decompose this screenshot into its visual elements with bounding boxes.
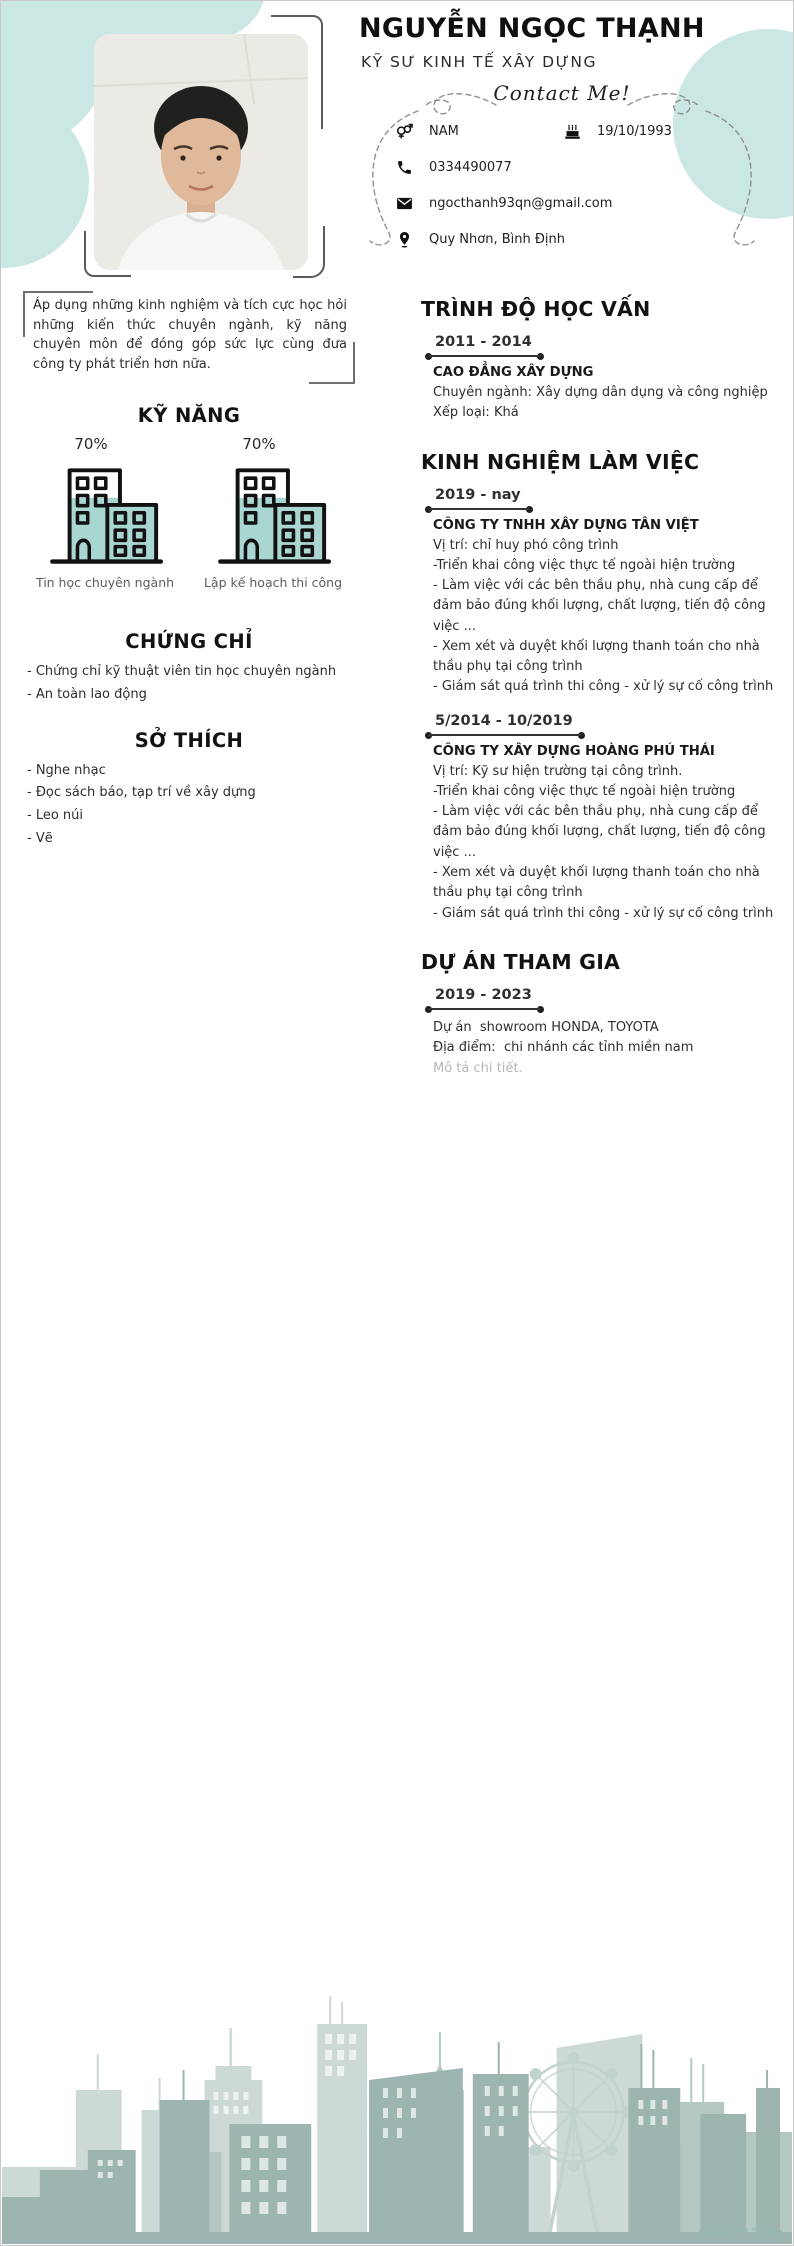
education-detail: Chuyên ngành: Xây dựng dân dụng và công nghiệp: [433, 385, 768, 400]
skill-label: Tin học chuyên ngành: [35, 575, 175, 590]
timeline-period-wrap: [433, 710, 785, 738]
right-column: [421, 297, 785, 1088]
certificate-item: - An toàn lao động: [27, 686, 147, 702]
experience-heading: KINH NGHIỆM LÀM VIỆC: [421, 449, 700, 474]
period-text: 2019 - nay: [435, 486, 521, 503]
location-icon: [396, 231, 413, 248]
company-name: CÔNG TY XÂY DỰNG HOÀNG PHÚ THÁI: [433, 743, 715, 759]
building-icon: [207, 453, 339, 571]
phone-icon: [396, 159, 413, 176]
job-line: -Triển khai công việc thực tế ngoài hiện trường: [433, 783, 736, 799]
building-icon: [39, 453, 171, 571]
job-line: - Giám sát quá trình thi công - xử lý sự cố công trình: [433, 679, 774, 695]
city-skyline-graphic: [2, 1992, 792, 2244]
phone-value: 0334490077: [429, 159, 512, 175]
contact-gender: [396, 113, 564, 149]
education-period: [433, 334, 536, 359]
project-detail-placeholder[interactable]: Mô tả chi tiết.: [433, 1061, 523, 1077]
projects-heading: DỰ ÁN THAM GIA: [421, 949, 621, 974]
certificates-list: [23, 661, 355, 707]
contact-heading: Contact Me!: [493, 81, 631, 105]
person-job-title: KỸ SƯ KINH TẾ XÂY DỰNG: [361, 53, 597, 71]
summary-bracket-top-left: [23, 291, 93, 337]
job-line: - Làm việc với các bên thầu phụ, nhà cung cấp để đảm bảo đúng khối lượng, chất lượng, tiến độ công việc ...: [433, 804, 770, 860]
skill-percent: 70%: [74, 435, 108, 453]
timeline-dot: [537, 353, 544, 360]
project-entry: [433, 984, 785, 1077]
job-period: [433, 487, 525, 512]
birthday-icon: [564, 123, 581, 140]
hobbies-list: [23, 760, 355, 851]
period-text: 2011 - 2014: [435, 334, 532, 350]
photo-frame-bracket-bottom-left: [84, 231, 131, 277]
timeline-period-wrap: [433, 331, 785, 359]
summary-text: Áp dụng những kinh nghiệm và tích cực học hỏi những kiến thức chuyên ngành, kỹ năng chuyên môn để đóng góp sức lực cùng đưa công ty phát triển hơn nữa.: [33, 298, 347, 372]
email-icon: [396, 195, 413, 212]
person-name: NGUYỄN NGỌC THẠNH: [359, 13, 705, 44]
company-name: CÔNG TY TNHH XÂY DỰNG TÂN VIỆT: [433, 517, 699, 533]
timeline-dot: [578, 732, 585, 739]
period-text: 5/2014 - 10/2019: [435, 712, 573, 729]
timeline-period-wrap: [433, 984, 785, 1012]
skills-heading: KỸ NĂNG: [137, 404, 241, 427]
contact-address: [396, 221, 778, 257]
skyline-illustration: [2, 1992, 792, 2244]
hobby-item: - Nghe nhạc: [27, 762, 106, 778]
education-heading: TRÌNH ĐỘ HỌC VẤN: [421, 297, 651, 321]
job-line: - Xem xét và duyệt khối lượng thanh toán cho nhà thầu phụ tại công trình: [433, 638, 764, 675]
address-value: Quy Nhơn, Bình Định: [429, 231, 566, 247]
hobbies-heading: SỞ THÍCH: [134, 728, 244, 752]
job-period: [433, 713, 577, 738]
education-detail: Xếp loại: Khá: [433, 405, 519, 421]
timeline-dot: [425, 353, 432, 360]
project-line: Địa điểm: chi nhánh các tỉnh miền nam: [433, 1040, 694, 1056]
project-line: Dự án showroom HONDA, TOYOTA: [433, 1019, 659, 1035]
skill-label: Lập kế hoạch thi công: [203, 575, 343, 590]
summary-bracket-bottom-right: [309, 342, 355, 384]
skill-percent: 70%: [242, 435, 276, 453]
skills-row: [23, 435, 355, 590]
experience-entry: [433, 484, 785, 698]
education-entry: [433, 331, 785, 424]
certificate-item: - Chứng chỉ kỹ thuật viên tin học chuyên ngành: [27, 664, 337, 679]
job-line: - Giám sát quá trình thi công - xử lý sự cố công trình: [433, 905, 774, 921]
contact-phone: [396, 149, 778, 185]
skill-item: [193, 435, 353, 590]
hobby-item: - Leo núi: [27, 808, 84, 823]
left-column: [23, 291, 355, 851]
summary-block: [23, 291, 355, 378]
certificates-heading: CHỨNG CHỈ: [125, 630, 253, 653]
hobby-item: - Vẽ: [27, 830, 53, 846]
timeline-dot: [425, 1006, 432, 1013]
skill-item: [25, 435, 185, 590]
timeline-dot: [526, 506, 533, 513]
school-name: CAO ĐẲNG XÂY DỰNG: [433, 365, 594, 380]
gender-value: NAM: [429, 123, 459, 139]
job-line: Vị trí: chỉ huy phó công trình: [433, 537, 619, 553]
birthday-value: 19/10/1993: [597, 123, 672, 139]
contact-section: [346, 81, 778, 253]
job-line: Vị trí: Kỹ sư hiện trường tại công trình.: [433, 763, 683, 779]
period-text: 2019 - 2023: [435, 986, 532, 1003]
photo-frame-bracket-bottom-right: [293, 226, 325, 278]
timeline-period-wrap: [433, 484, 785, 512]
timeline-dot: [425, 506, 432, 513]
timeline-dot: [537, 1006, 544, 1013]
job-line: - Xem xét và duyệt khối lượng thanh toán cho nhà thầu phụ tại công trình: [433, 864, 764, 901]
contact-birthday: [564, 113, 778, 149]
contact-email: [396, 185, 778, 221]
photo-frame-bracket-top-right: [271, 15, 323, 129]
email-value: ngocthanh93qn@gmail.com: [429, 195, 613, 211]
project-period: [433, 987, 536, 1012]
gender-icon: [396, 123, 413, 140]
job-line: - Làm việc với các bên thầu phụ, nhà cung cấp để đảm bảo đúng khối lượng, chất lượng, tiến độ công việc ...: [433, 578, 770, 634]
job-line: -Triển khai công việc thực tế ngoài hiện trường: [433, 557, 736, 573]
experience-entry: [433, 710, 785, 924]
hobby-item: - Đọc sách báo, tạp trí về xây dựng: [27, 785, 256, 801]
watermark: vieclam123.vn: [698, 2226, 783, 2240]
timeline-dot: [425, 732, 432, 739]
contact-list: [346, 113, 778, 257]
